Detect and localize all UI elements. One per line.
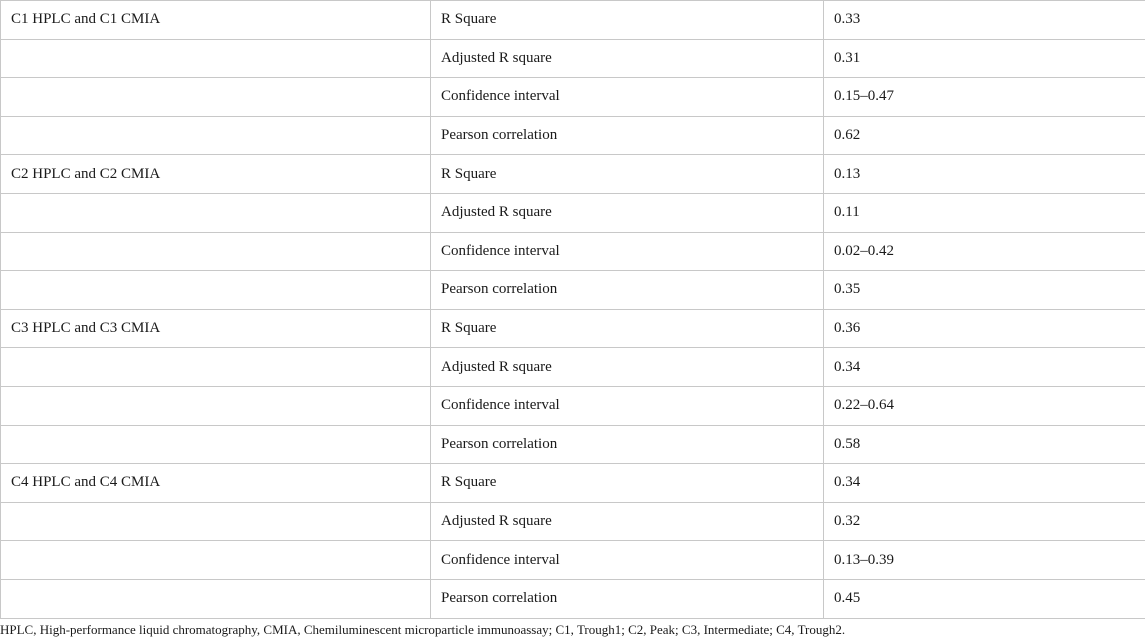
value-cell: 0.45: [824, 579, 1145, 618]
metric-cell: R Square: [431, 155, 824, 194]
table-row: [1, 155, 1145, 194]
comparison-cell: C2 HPLC and C2 CMIA: [1, 155, 431, 194]
metric-cell: Confidence interval: [431, 386, 824, 425]
metric-cell: R Square: [431, 309, 824, 348]
comparison-cell: [1, 541, 431, 580]
table-row: [1, 348, 1145, 387]
metric-cell: Adjusted R square: [431, 193, 824, 232]
comparison-cell: [1, 78, 431, 117]
value-cell: 0.33: [824, 1, 1145, 40]
comparison-cell: [1, 579, 431, 618]
table-row: [1, 464, 1145, 503]
comparison-cell: [1, 386, 431, 425]
table-row: [1, 386, 1145, 425]
metric-cell: R Square: [431, 1, 824, 40]
comparison-cell: [1, 232, 431, 271]
table-row: [1, 579, 1145, 618]
metric-cell: Pearson correlation: [431, 271, 824, 310]
metric-cell: Adjusted R square: [431, 502, 824, 541]
comparison-cell: C1 HPLC and C1 CMIA: [1, 1, 431, 40]
value-cell: 0.36: [824, 309, 1145, 348]
metric-cell: Adjusted R square: [431, 39, 824, 78]
comparison-cell: [1, 425, 431, 464]
table-row: [1, 425, 1145, 464]
value-cell: 0.22–0.64: [824, 386, 1145, 425]
comparison-cell: [1, 193, 431, 232]
value-cell: 0.31: [824, 39, 1145, 78]
table-row: [1, 193, 1145, 232]
value-cell: 0.34: [824, 348, 1145, 387]
metric-cell: Pearson correlation: [431, 425, 824, 464]
table-row: [1, 271, 1145, 310]
comparison-cell: [1, 116, 431, 155]
table-row: [1, 1, 1145, 40]
value-cell: 0.32: [824, 502, 1145, 541]
comparison-cell: [1, 271, 431, 310]
comparison-cell: [1, 39, 431, 78]
value-cell: 0.11: [824, 193, 1145, 232]
table-row: [1, 116, 1145, 155]
value-cell: 0.13–0.39: [824, 541, 1145, 580]
metric-cell: Pearson correlation: [431, 579, 824, 618]
value-cell: 0.34: [824, 464, 1145, 503]
table-row: [1, 309, 1145, 348]
comparison-cell: [1, 348, 431, 387]
table-row: [1, 39, 1145, 78]
table-row: [1, 78, 1145, 117]
metric-cell: Adjusted R square: [431, 348, 824, 387]
correlation-table-body: [1, 1, 1145, 619]
value-cell: 0.62: [824, 116, 1145, 155]
value-cell: 0.58: [824, 425, 1145, 464]
comparison-cell: [1, 502, 431, 541]
comparison-cell: C4 HPLC and C4 CMIA: [1, 464, 431, 503]
table-row: [1, 232, 1145, 271]
value-cell: 0.35: [824, 271, 1145, 310]
value-cell: 0.15–0.47: [824, 78, 1145, 117]
table-row: [1, 541, 1145, 580]
value-cell: 0.02–0.42: [824, 232, 1145, 271]
metric-cell: Confidence interval: [431, 541, 824, 580]
table-row: [1, 502, 1145, 541]
table-footnote: HPLC, High-performance liquid chromatography, CMIA, Chemiluminescent microparticle immunoassay; C1, Trough1; C2, Peak; C3, Intermediate; C4, Trough2.: [0, 622, 846, 637]
value-cell: 0.13: [824, 155, 1145, 194]
metric-cell: Pearson correlation: [431, 116, 824, 155]
metric-cell: Confidence interval: [431, 232, 824, 271]
metric-cell: R Square: [431, 464, 824, 503]
comparison-cell: C3 HPLC and C3 CMIA: [1, 309, 431, 348]
metric-cell: Confidence interval: [431, 78, 824, 117]
